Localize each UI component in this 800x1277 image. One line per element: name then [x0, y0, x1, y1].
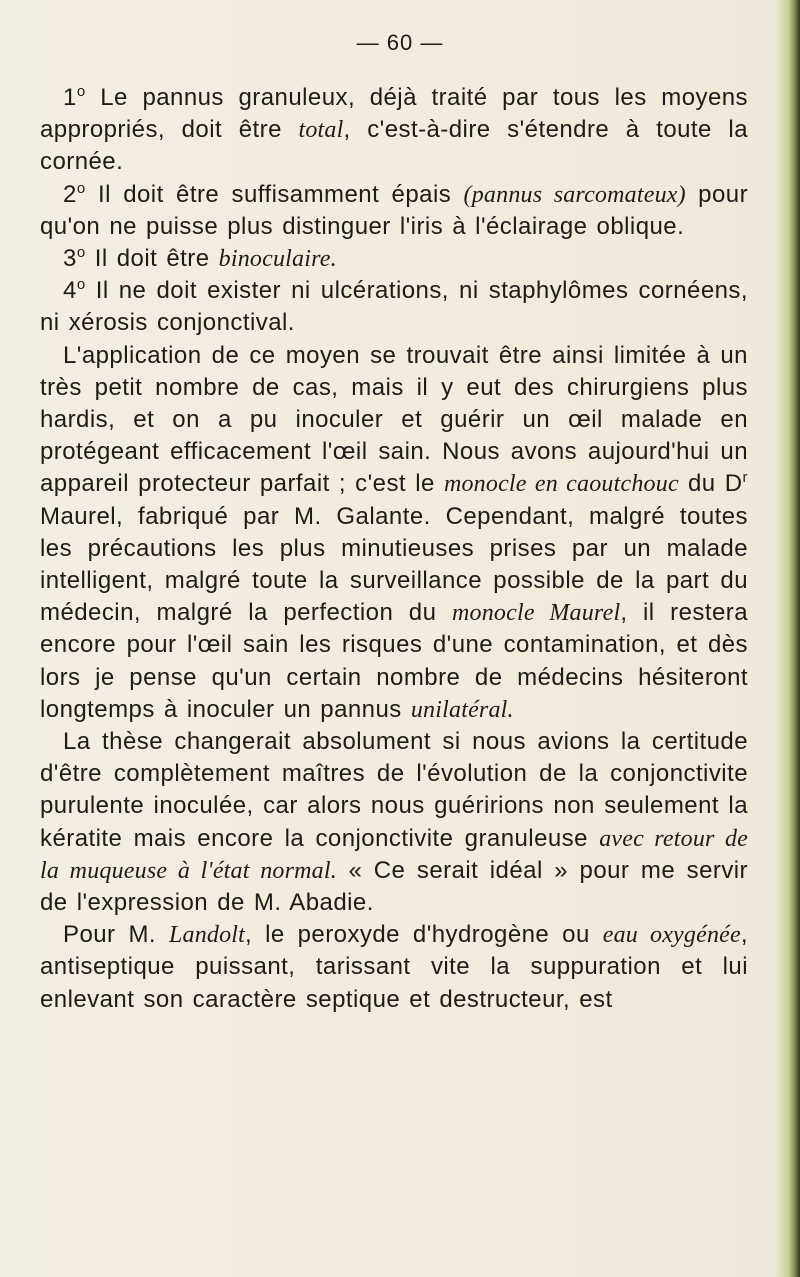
- text-segment: du D: [678, 470, 743, 498]
- paragraph-these: [40, 726, 748, 919]
- text-segment: Pour M.: [63, 921, 169, 949]
- body-text: [40, 82, 748, 1016]
- page-number: — 60 —: [356, 30, 444, 55]
- text-segment: Le pannus granuleux, déjà traité par tous les moyens appropriés, doit être: [40, 84, 748, 144]
- italic-text: eau oxygénée: [602, 922, 741, 949]
- text-segment: 2: [63, 180, 77, 208]
- italic-text: (pannus sarcomateux): [463, 181, 686, 208]
- paragraph-criterion-2: [40, 179, 748, 243]
- text-segment: Il ne doit exister ni ulcérations, ni staphylômes cornéens, ni xérosis conjonctival.: [40, 277, 748, 337]
- paragraph-criterion-3: [40, 243, 748, 275]
- italic-text: unilatéral.: [410, 696, 514, 723]
- italic-text: Landolt: [168, 922, 246, 949]
- superscript-text: r: [742, 469, 748, 487]
- text-segment: , antiseptique puissant, tarissant vite la suppuration et lui enlevant son caractère septique et destructeur, est: [40, 921, 748, 1013]
- text-segment: 1: [63, 84, 77, 111]
- italic-text: monocle Maurel: [451, 600, 621, 627]
- text-segment: pour qu'on ne puisse plus distinguer l'iris à l'éclairage oblique.: [40, 180, 749, 240]
- text-segment: L'application de ce moyen se trouvait être ainsi limitée à un très petit nombre de cas, mais il y eut des chirurgiens plus hardis, et on a pu inoculer et guérir un œil malade en protégeant efficacement l'œil sain. Nous avons aujourd'hui un appareil protecteur parfait ; c'est le: [40, 341, 748, 498]
- page-edge-shadow: [774, 0, 800, 1277]
- text-segment: La thèse changerait absolument si nous avions la certitude d'être complètement maîtres de l'évolution de la conjonctivite purulente inoculée, car alors nous guéririons non seulement la kératite mais encore la conjonctivite granuleuse: [40, 728, 748, 852]
- italic-text: monocle en caoutchouc: [443, 471, 679, 498]
- italic-text: binoculaire.: [218, 246, 337, 273]
- text-segment: 4: [63, 277, 77, 305]
- text-segment: 3: [63, 245, 77, 273]
- paragraph-criterion-1: [40, 82, 748, 179]
- text-segment: , le peroxyde d'hydrogène ou: [245, 921, 603, 949]
- text-segment: Maurel, fabriqué par M. Galante. Cependant, malgré toutes les précautions les plus minutieuses prises par un malade intelligent, malgré toute la surveillance possible de la part du médecin, malgré la perfection du: [40, 502, 748, 627]
- superscript-text: o: [76, 244, 86, 262]
- text-segment: « Ce serait idéal » pour me servir de l'expression de M. Abadie.: [40, 856, 749, 917]
- paragraph-criterion-4: [40, 275, 748, 339]
- text-segment: , il restera encore pour l'œil sain les risques d'une contamination, et dès lors je pense qu'un certain nombre de médecins hésiteront longtemps à inoculer un pannus: [40, 599, 748, 723]
- text-segment: Il doit être suffisamment épais: [85, 180, 464, 208]
- paragraph-application: [40, 340, 748, 726]
- paragraph-landolt: [40, 919, 748, 1016]
- superscript-text: o: [76, 179, 86, 197]
- superscript-text: o: [76, 276, 86, 294]
- superscript-text: o: [76, 83, 86, 100]
- italic-text: total: [298, 117, 344, 144]
- text-segment: Il doit être: [85, 245, 219, 273]
- italic-text: avec retour de la muqueuse à l'état normal.: [40, 825, 748, 884]
- text-segment: , c'est-à-dire s'étendre à toute la cornée.: [40, 116, 749, 176]
